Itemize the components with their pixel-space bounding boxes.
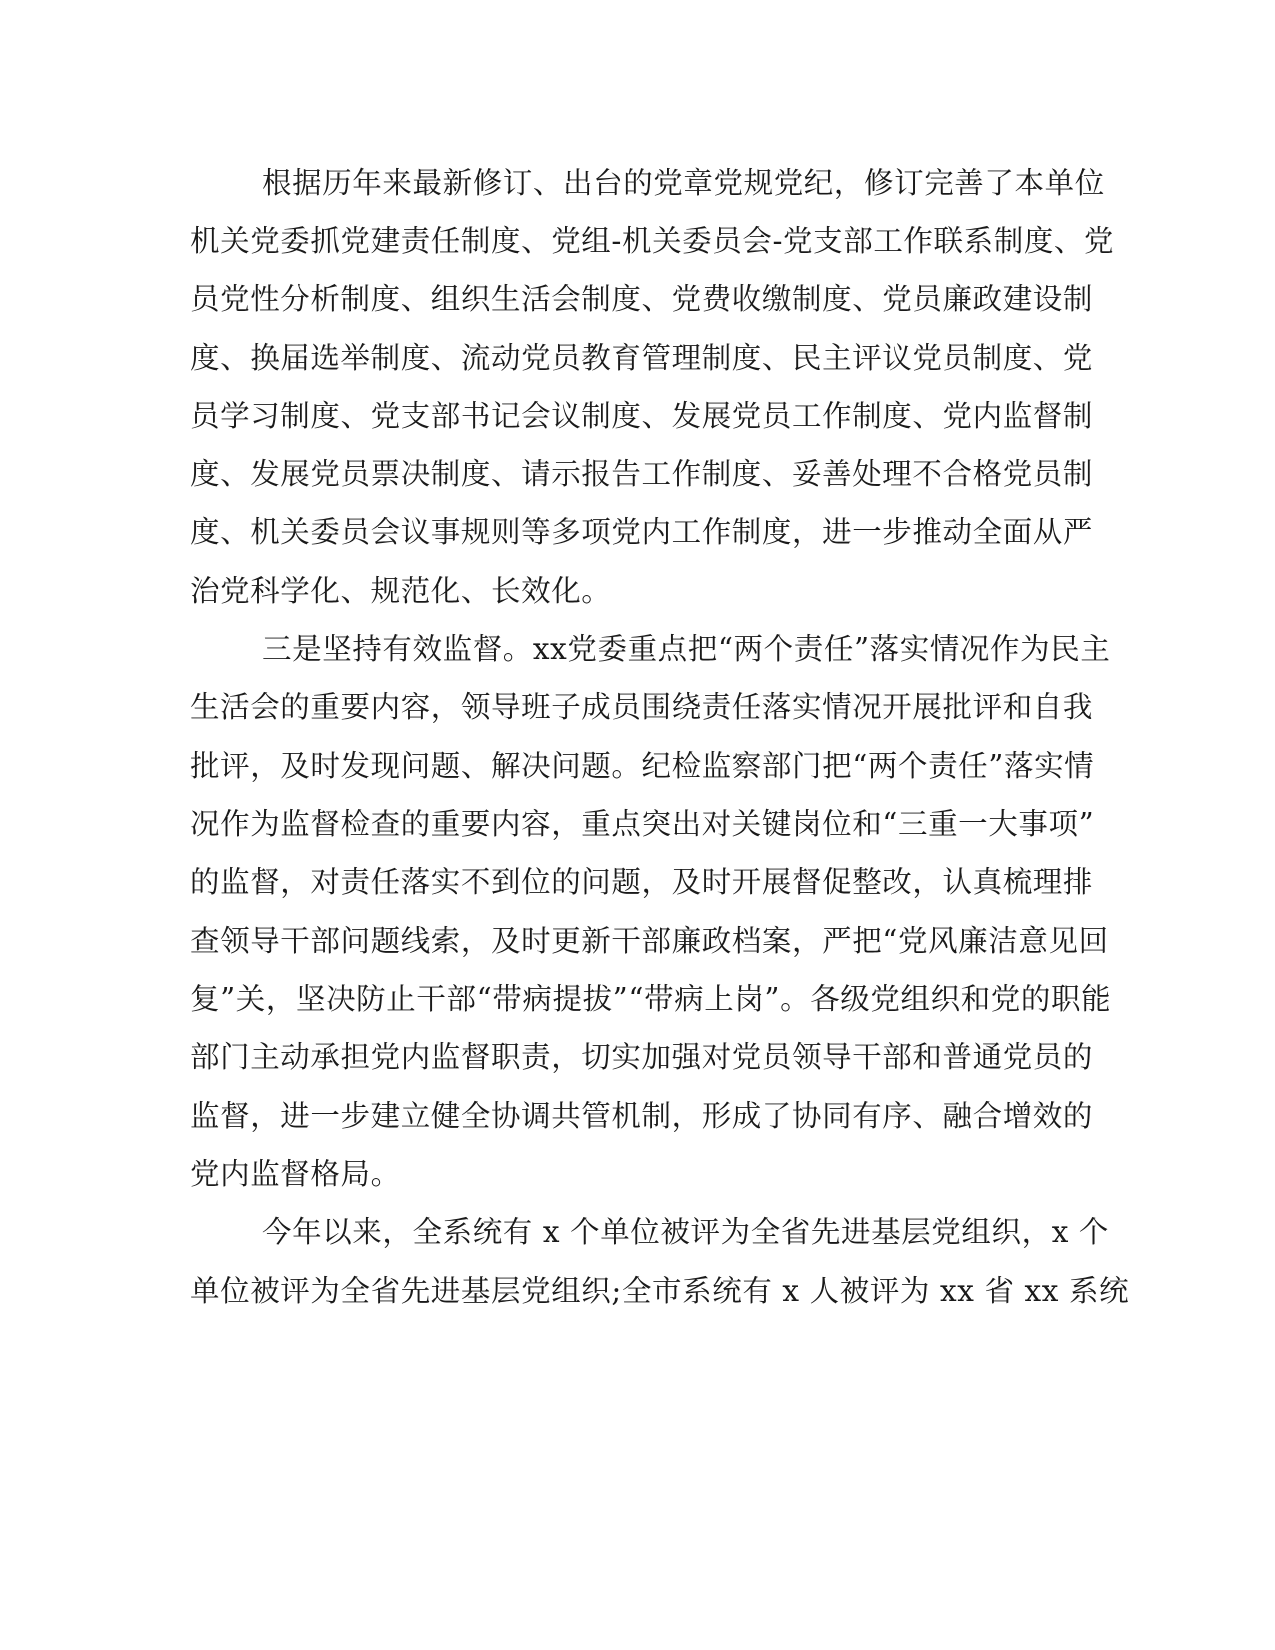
paragraph-1-line-6: 度、发展党员票决制度、请示报告工作制度、妥善处理不合格党员制 <box>190 457 1094 491</box>
paragraph-1-line-1: 根据历年来最新修订、出台的党章党规党纪，修订完善了本单位 <box>262 166 1105 200</box>
paragraph-3-line-2: 单位被评为全省先进基层党组织;全市系统有 x 人被评为 xx 省 xx 系统 <box>190 1274 1130 1308</box>
paragraph-2-line-7: 复”关，坚决防止干部“带病提拔”“带病上岗”。各级党组织和党的职能 <box>190 982 1112 1016</box>
paragraph-2-line-2: 生活会的重要内容，领导班子成员围绕责任落实情况开展批评和自我 <box>190 690 1094 724</box>
paragraph-2-line-4: 况作为监督检查的重要内容，重点突出对关键岗位和“三重一大事项” <box>190 807 1095 841</box>
paragraph-2-line-9: 监督，进一步建立健全协调共管机制，形成了协同有序、融合增效的 <box>190 1099 1094 1133</box>
paragraph-1-line-4: 度、换届选举制度、流动党员教育管理制度、民主评议党员制度、党 <box>190 341 1094 375</box>
paragraph-2-line-6: 查领导干部问题线索，及时更新干部廉政档案，严把“党风廉洁意见回 <box>190 924 1109 958</box>
paragraph-2-line-10: 党内监督格局。 <box>190 1157 401 1191</box>
paragraph-1-line-2: 机关党委抓党建责任制度、党组-机关委员会-党支部工作联系制度、党 <box>190 224 1115 258</box>
paragraph-1-line-8: 治党科学化、规范化、长效化。 <box>190 574 612 608</box>
paragraph-1-line-7: 度、机关委员会议事规则等多项党内工作制度，进一步推动全面从严 <box>190 515 1094 549</box>
paragraph-2-line-1: 三是坚持有效监督。xx党委重点把“两个责任”落实情况作为民主 <box>262 632 1111 666</box>
paragraph-3-line-1: 今年以来，全系统有 x 个单位被评为全省先进基层党组织，x 个 <box>262 1215 1110 1249</box>
paragraph-1-line-3: 员党性分析制度、组织生活会制度、党费收缴制度、党员廉政建设制 <box>190 282 1094 316</box>
paragraph-1-line-5: 员学习制度、党支部书记会议制度、发展党员工作制度、党内监督制 <box>190 399 1094 433</box>
paragraph-2-line-3: 批评，及时发现问题、解决问题。纪检监察部门把“两个责任”落实情 <box>190 749 1095 783</box>
paragraph-2-line-5: 的监督，对责任落实不到位的问题，及时开展督促整改，认真梳理排 <box>190 865 1094 899</box>
paragraph-2-line-8: 部门主动承担党内监督职责，切实加强对党员领导干部和普通党员的 <box>190 1040 1094 1074</box>
